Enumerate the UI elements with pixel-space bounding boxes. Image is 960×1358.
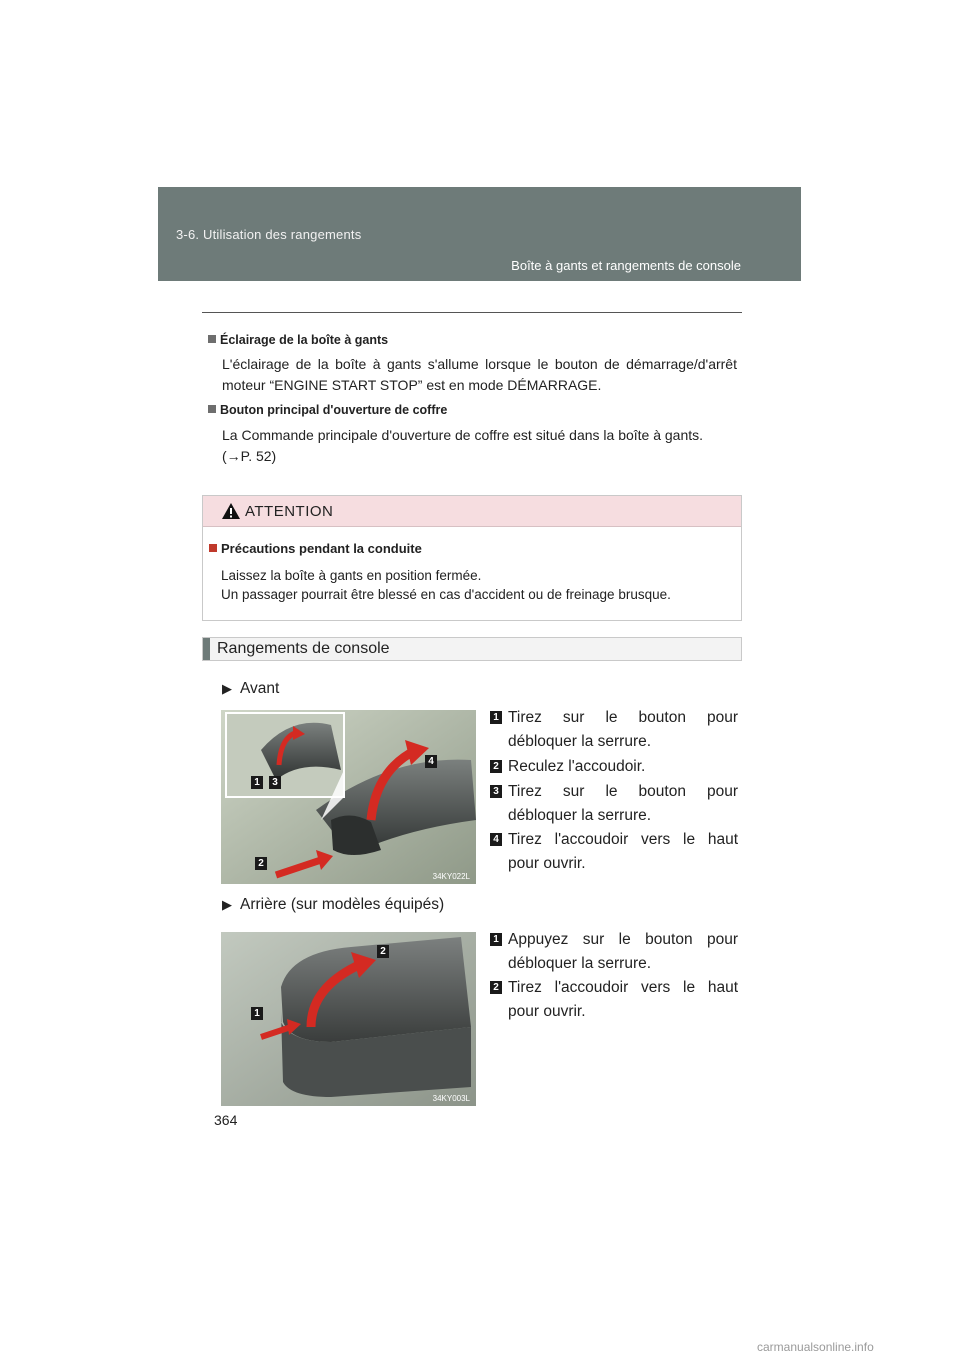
rear-console-photo: 2 1 34KY003L — [221, 932, 476, 1106]
attention-point-title: Précautions pendant la conduite — [209, 541, 422, 556]
rear-step-2: 2 Tirez l'accoudoir vers le haut pour ouvrir. — [490, 976, 738, 1024]
rear-step-1: 1 Appuyez sur le bouton pour débloquer la serrure. — [490, 928, 738, 976]
warning-icon — [221, 502, 241, 520]
image-code: 34KY022L — [432, 872, 470, 881]
page-reference-link[interactable]: (→P. 52) — [222, 448, 277, 464]
bullet-square-icon — [208, 405, 216, 413]
image-code: 34KY003L — [432, 1094, 470, 1103]
front-step-2: 2 Reculez l'accoudoir. — [490, 755, 738, 779]
bullet-square-icon — [208, 335, 216, 343]
note-body-2 — [222, 425, 737, 467]
page-header — [158, 187, 801, 281]
attention-line: Laissez la boîte à gants en position fermée. — [221, 568, 482, 583]
divider — [202, 312, 742, 313]
bullet-square-icon — [209, 544, 217, 552]
arrow-right-icon: ▶ — [222, 897, 232, 912]
section-heading — [202, 637, 742, 661]
arrow-right-icon: ▶ — [222, 681, 232, 696]
attention-label: ATTENTION — [245, 503, 334, 520]
front-label: ▶ Avant — [222, 680, 280, 697]
attention-box — [202, 495, 742, 621]
watermark: carmanualsonline.info — [757, 1340, 874, 1354]
note-body-1 — [222, 354, 737, 396]
front-console-photo: 1 3 4 2 34KY022L — [221, 710, 476, 884]
note-title-1: Éclairage de la boîte à gants — [208, 333, 388, 347]
attention-text — [221, 566, 671, 604]
front-step-4: 4 Tirez l'accoudoir vers le haut pour ouvrir. — [490, 828, 738, 876]
note-line: La Commande principale d'ouverture de coffre est situé dans la boîte à gants. — [222, 427, 704, 443]
rear-label: ▶ Arrière (sur modèles équipés) — [222, 896, 445, 913]
page-number: 364 — [214, 1112, 238, 1128]
front-step-1: 1 Tirez sur le bouton pour débloquer la serrure. — [490, 706, 738, 754]
section-heading-label: Rangements de console — [217, 640, 390, 657]
note-line: moteur “ENGINE START STOP” est en mode DÉMARRAGE. — [222, 377, 602, 393]
note-line: L'éclairage de la boîte à gants s'allume lorsque le bouton de démarrage/d'arrêt — [222, 356, 737, 372]
section-label: 3-6. Utilisation des rangements — [176, 227, 362, 242]
attention-header — [203, 496, 741, 527]
header-title: Boîte à gants et rangements de console — [511, 258, 741, 273]
heading-accent — [203, 638, 210, 660]
front-step-3: 3 Tirez sur le bouton pour débloquer la serrure. — [490, 780, 738, 828]
attention-line: Un passager pourrait être blessé en cas d'accident ou de freinage brusque. — [221, 587, 671, 602]
note-title-2: Bouton principal d'ouverture de coffre — [208, 403, 447, 417]
